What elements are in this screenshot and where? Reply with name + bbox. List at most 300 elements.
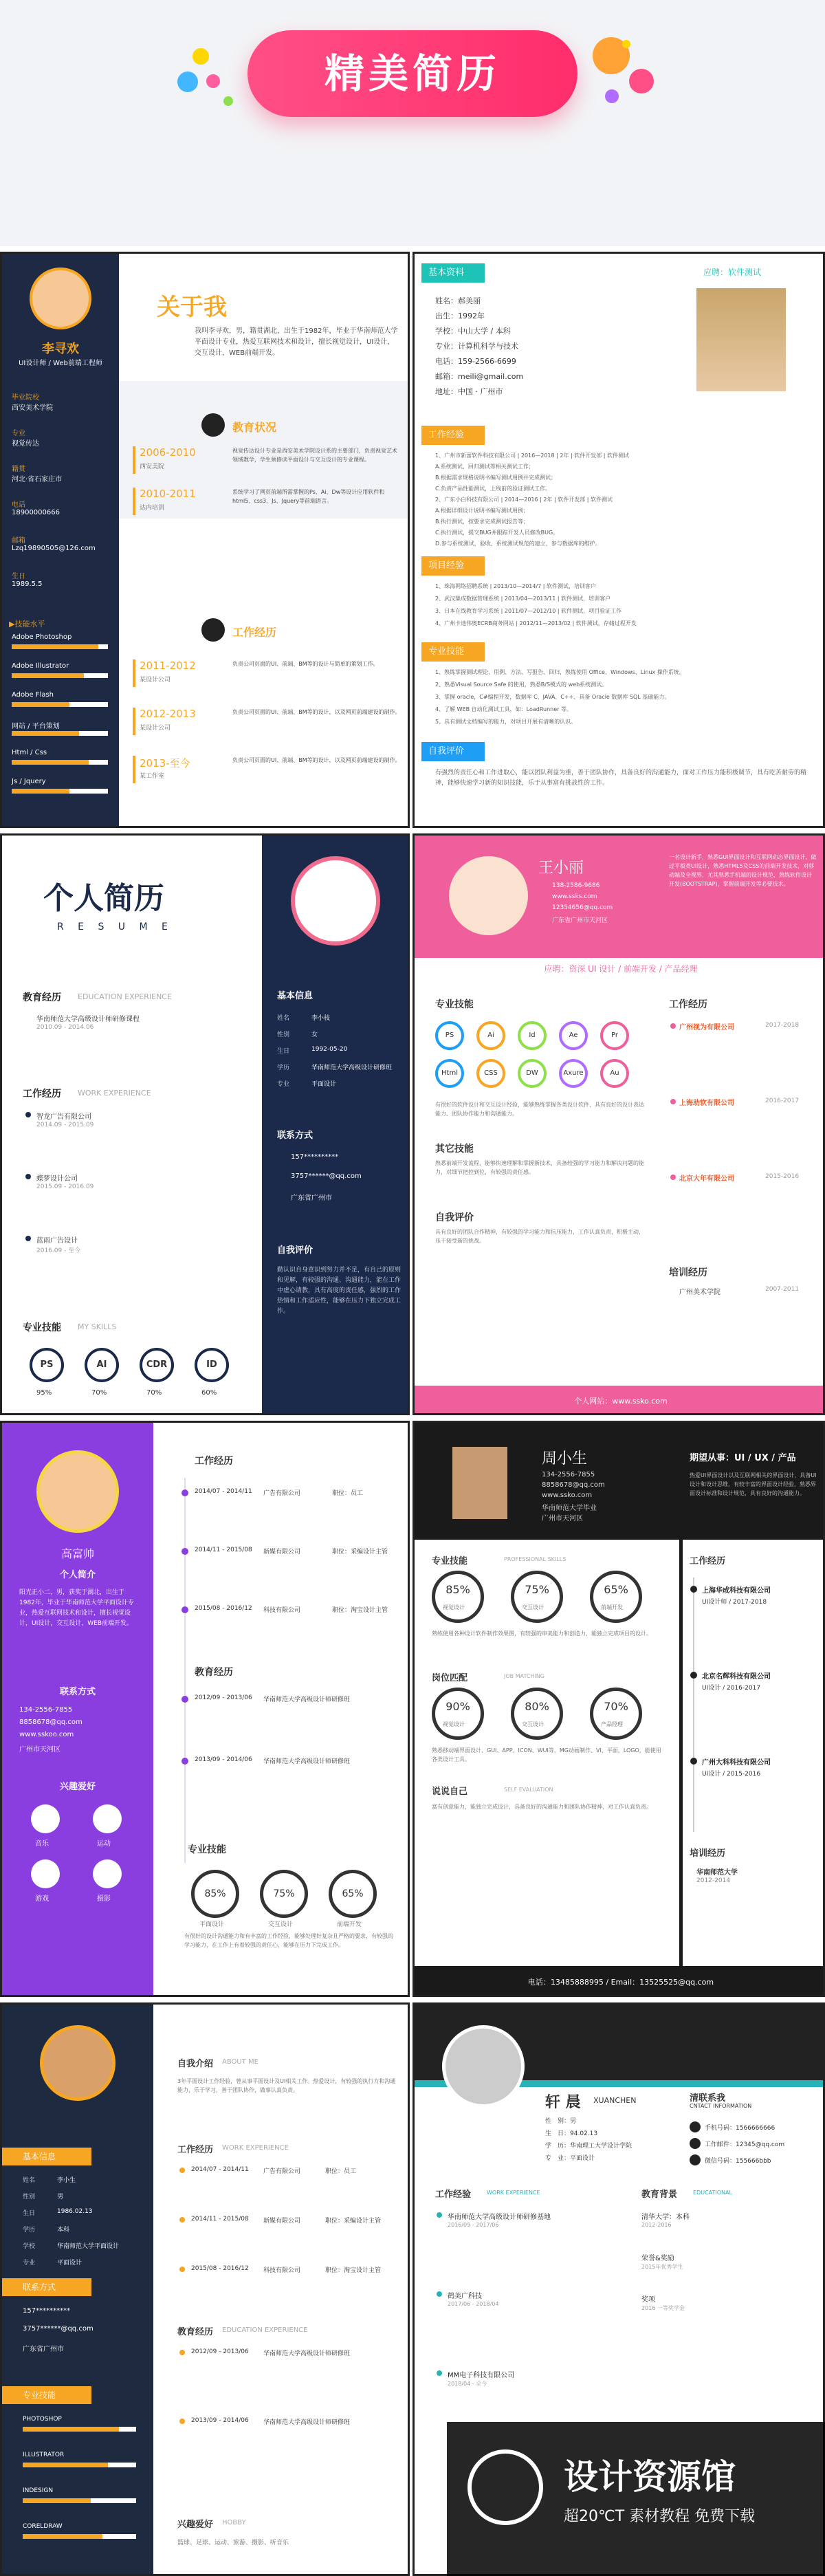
skill-ring: 75% <box>260 1870 308 1918</box>
about-text: 我叫李寻欢，男，籍贯湖北，出生于1982年，毕业于华南师范大学平面设计专业，热爱互联网技术和设计，擅长视觉设计，UI设计，交互设计，WEB前端开发。 <box>195 327 398 357</box>
edu-detail: 2012-2016 <box>641 2222 672 2228</box>
bullet <box>690 1586 697 1593</box>
bullet <box>437 2370 442 2376</box>
name: 王小丽 <box>538 860 584 877</box>
name-en: XUANCHEN <box>593 2096 637 2105</box>
basic-value: 华南师范大学平面设计 <box>57 2243 120 2250</box>
work-date: 2018/04 - 至今 <box>448 2381 487 2387</box>
skill-percent: 95% <box>36 1389 52 1397</box>
intro-title: 个人简介 <box>59 1570 96 1580</box>
bullet <box>182 1606 188 1613</box>
edu-date: 2013/09 - 2014/06 <box>195 1756 252 1763</box>
name: 周小生 <box>542 1450 588 1467</box>
email: 3757******@qq.com <box>23 2325 94 2333</box>
work-line: D.参与系统测试，验收，系统测试规范的建立，参与数据库的维护。 <box>435 541 601 547</box>
edu-school: 华南师范大学高级设计师研修班 <box>263 2419 351 2426</box>
resume-title: 个人简历 <box>43 881 164 916</box>
info-item: 地址：中国 · 广州市 <box>435 387 503 396</box>
phone: 134-2556-7855 <box>19 1706 73 1714</box>
skill-label: 交互设计 <box>268 1921 294 1928</box>
skill-ring: DW <box>518 1059 547 1088</box>
work-line: A.系统测试、回归测试等相关测试工作； <box>435 463 534 470</box>
work-desc: 负责公司页面的UI、前端、BM等的设计与简单的策划工作。 <box>232 661 379 667</box>
hobby-icon <box>93 1859 122 1888</box>
basic-label: 姓名 <box>23 2177 36 2184</box>
edu-title: 教育状况 <box>232 421 277 434</box>
bullet <box>25 1236 31 1241</box>
contact-title: 联系方式 <box>2 2278 91 2296</box>
skill-ring: 65% <box>329 1870 377 1918</box>
train-title: 培训经历 <box>669 1267 707 1278</box>
skill-ring: 90% <box>432 1688 484 1740</box>
edu-title: 教育经历 <box>177 2327 214 2337</box>
skill-label: 交互设计 <box>522 1721 544 1727</box>
info-item: 邮箱：meili@gmail.com <box>435 372 524 381</box>
edu-date: 2013/09 - 2014/06 <box>191 2417 249 2424</box>
work-company: 上海助软有限公司 <box>679 1100 734 1107</box>
bullet <box>179 2168 185 2173</box>
say-text: 富有创意能力，能独立完成设计，具备良好的沟通能力和团队协作精神，对工作认真负责。 <box>432 1804 652 1810</box>
contact-icon <box>690 2121 701 2132</box>
work-line: 2、广东小白科技有限公司 | 2014—2016 | 2年 | 软件开发部 | 软件测试 <box>435 496 613 503</box>
work-role: 职位：淘宝设计主管 <box>332 1607 388 1614</box>
skill-line: 4、了解 WEB 自动化测试工具，如：LoadRunner 等。 <box>435 706 572 712</box>
project-line: 3、日本在线教育学习系统 | 2011/07—2012/10 | 软件测试，项目验证工作 <box>435 608 622 614</box>
skill-label: Html / Css <box>12 749 47 756</box>
basic-label: 姓名 <box>277 1015 290 1022</box>
info-label: 籍贯 <box>12 466 25 473</box>
edu-title: 教育经历 <box>23 992 61 1003</box>
info-value: 西安美术学院 <box>12 404 53 412</box>
intro: 一名设计新手，熟悉GUI界面设计和互联网动态界面设计、做过平板类UI设计，熟悉HTML5及CSS的前端开发技术，对移动端及全视界，尤其熟悉手机端的设计规范，熟练软件设计开发(BOOTSTRAP)，掌握前端开发等必要技术。 <box>669 854 817 887</box>
basic-label: 专业 <box>23 2260 36 2267</box>
edu-date: 2012/09 - 2013/06 <box>195 1694 252 1701</box>
phone: 134-2556-7855 <box>542 1471 595 1478</box>
decor-dot <box>192 48 209 65</box>
work-company: 华南师范大学高级设计师研修基地 <box>448 2214 551 2221</box>
edu-item: 荣誉&奖励 <box>641 2255 674 2262</box>
work-date: 2014/07 - 2014/11 <box>191 2166 249 2173</box>
basic-value: 本科 <box>57 2227 70 2234</box>
work-company: 北京名辉科技有限公司 <box>702 1673 771 1681</box>
address: 广州市天河区 <box>19 1746 60 1754</box>
hobby-en: HOBBY <box>222 2519 246 2526</box>
skill-bar-fill <box>12 731 79 736</box>
resume-card-4 <box>412 833 825 1415</box>
skill-bar-fill <box>12 702 69 707</box>
work-date: 2011-2012 <box>140 659 196 672</box>
basic-label: 生日 <box>23 2210 36 2217</box>
work-date: 2014/07 - 2014/11 <box>195 1488 252 1495</box>
decor-dot <box>629 69 654 94</box>
skill-bar <box>23 2498 136 2503</box>
edu-school: 华南师范大学高级设计师研修班 <box>263 1696 351 1703</box>
work-company: 某设计公司 <box>140 725 171 732</box>
bullet <box>670 1175 676 1180</box>
avatar <box>40 2025 116 2101</box>
info-value: 河北·省石家庄市 <box>12 476 63 483</box>
decor-dot <box>223 96 233 106</box>
skill-bar <box>12 731 108 736</box>
work-date: 2017/06 - 2018/04 <box>448 2301 499 2307</box>
info-item: 专业：计算机科学与技术 <box>435 342 518 351</box>
skill-ring: 70% <box>590 1688 642 1740</box>
skill-en: MY SKILLS <box>78 1322 117 1331</box>
about-title: 自我介绍 <box>177 2059 214 2069</box>
page-header <box>0 0 825 246</box>
work-en: WORK EXPERIENCE <box>487 2190 540 2196</box>
intro: 热爱UI界面设计以及互联网相关的界面设计，具备UI设计和设计思维，有较丰富的界面设计经验，熟悉界面设计标准和设计规范，具有良好的沟通能力。 <box>690 1472 817 1496</box>
work-date: 2012-2013 <box>140 708 196 720</box>
info-item: 性 别：男 <box>545 2118 577 2125</box>
basic-label: 学历 <box>277 1065 290 1071</box>
work-date: 2015/08 - 2016/12 <box>195 1605 252 1612</box>
decor-dot <box>605 89 619 103</box>
skill-text: 有很好的设计沟通能力和有丰富的工作经验，能够处理好复杂且严格的要求，有较强的学习能力，在工作上有着较强的责任心，能够在压力下完成工作。 <box>184 1933 393 1948</box>
work-company: 蝶梦设计公司 <box>36 1175 78 1183</box>
hobby-label: 摄影 <box>97 1895 111 1903</box>
work-role: 职位：员工 <box>325 2168 357 2175</box>
work-title: 工作经验 <box>435 2190 472 2200</box>
contact-item: 工作邮件：12345@qq.com <box>705 2141 785 2148</box>
project-title: 项目经验 <box>421 556 485 576</box>
contact-en: CNTACT INFORMATION <box>690 2103 752 2109</box>
address: 广东省广州市天河区 <box>552 917 608 924</box>
skill-label: Adobe Flash <box>12 691 54 699</box>
avatar <box>291 856 380 946</box>
eval-title: 自我评价 <box>421 742 485 761</box>
contact-title: 联系方式 <box>59 1687 96 1697</box>
work-company: 鹤美广科技 <box>448 2293 482 2300</box>
info-item: 出生：1992年 <box>435 312 485 320</box>
skill-label: ILLUSTRATOR <box>23 2452 65 2458</box>
work-company: MM电子科技有限公司 <box>448 2372 515 2379</box>
skill-title: 专业技能 <box>2 2386 91 2404</box>
hobby-label: 运动 <box>97 1840 111 1848</box>
work-marker <box>133 659 135 687</box>
eval-title: 自我评价 <box>277 1245 314 1256</box>
watermark-sub: 超20℃T 素材教程 免费下载 <box>564 2508 756 2525</box>
avatar <box>30 268 91 329</box>
skill-en: PROFESSIONAL SKILLS <box>504 1556 566 1562</box>
skill-ring: Au <box>600 1059 629 1088</box>
resume-card-3 <box>0 833 410 1415</box>
skill-ring: Ae <box>559 1021 588 1050</box>
bullet <box>437 2212 442 2218</box>
book-icon <box>201 413 225 437</box>
contact-icon <box>690 2138 701 2149</box>
about-text: 3年平面设计工作经验，曾从事平面设计及UI相关工作。热爱设计，有较强的执行力和沟通能力，乐于学习，善于团队协作，做事认真负责。 <box>177 2078 396 2093</box>
hobby-icon <box>93 1804 122 1833</box>
skill-label: 前端开发 <box>601 1604 623 1611</box>
basic-label: 生日 <box>277 1048 290 1055</box>
skill-line: 1、熟练掌握测试理论、用例、方法、写报告、回归，熟练使用 Office、Windows、Linux 操作系统。 <box>435 669 685 675</box>
bullet <box>179 2217 185 2223</box>
work-company: 广告有限公司 <box>263 2168 301 2175</box>
edu-date: 2010.09 - 2014.06 <box>36 1024 94 1031</box>
work-company: 新媒有限公司 <box>263 2218 301 2225</box>
resume-card-5 <box>0 1421 410 1997</box>
email: 3757******@qq.com <box>291 1172 362 1180</box>
skill-bar <box>23 2427 136 2432</box>
basic-value: 李小生 <box>57 2177 76 2184</box>
work-date: 2014/11 - 2015/08 <box>195 1547 252 1553</box>
other-text: 熟悉前端开发流程，能够快速理解和掌握新技术，具备较强的学习能力和解决问题的能力，对细节把控到位，有较强的责任感。 <box>435 1160 644 1175</box>
skill-ring: 65% <box>590 1571 642 1623</box>
bullet <box>25 1174 31 1179</box>
basic-label: 学校 <box>23 2243 36 2250</box>
work-title: 工作经历 <box>177 2145 214 2155</box>
work-company: 某设计公司 <box>140 677 171 684</box>
address: 广东省广州市 <box>23 2346 64 2353</box>
eval-text: 具有良好的团队合作精神，有较强的学习能力和抗压能力，工作认真负责，积极主动，乐于接受新的挑战。 <box>435 1229 644 1244</box>
name: 李寻欢 <box>42 342 79 356</box>
decor-dot <box>206 74 220 88</box>
bullet <box>25 1112 31 1117</box>
skill-bar-fill <box>12 789 69 794</box>
work-company: 新媒有限公司 <box>263 1549 301 1556</box>
skill-label: 视觉设计 <box>443 1721 465 1727</box>
eval-text: 有强烈的责任心和工作进取心，能以团队利益为重，善于团队协作，具备良好的沟通能力，面对工作压力能积极调节，具有吃苦耐劳的精神，能够快速学习新的知识技能，乐于从事富有挑战性的工作。 <box>435 769 807 787</box>
work-en: WORK EXPERIENCE <box>78 1089 151 1098</box>
eval-title: 自我评价 <box>435 1212 474 1223</box>
work-desc: 负责公司页面的UI、前端、BM等的设计，以及网页前端建设的制作。 <box>232 757 401 763</box>
contact-title: 清联系我 <box>690 2093 726 2104</box>
skill-bar-fill <box>23 2498 91 2503</box>
avatar <box>449 856 528 935</box>
work-line: B.执行测试，按要求完成测试报告等； <box>435 519 529 525</box>
skill-ring: Pr <box>600 1021 629 1050</box>
work-company: 上海华成科技有限公司 <box>702 1587 771 1595</box>
skill-bar-fill <box>12 644 98 649</box>
skill-bar <box>12 702 108 707</box>
train-school: 广州美术学院 <box>679 1289 720 1296</box>
work-role: 职位：采编设计主管 <box>325 2218 382 2225</box>
skill-line: 3、掌握 oracle，C#编程开发，数据库 C、JAVA、C++、具备 Oracle 数据库 SQL 基础能力。 <box>435 694 670 700</box>
work-date: 2016-2017 <box>765 1098 800 1104</box>
work-en: WORK EXPERIENCE <box>222 2144 289 2152</box>
resume-card-6 <box>412 1421 825 1997</box>
hobby-text: 篮球、足球、运动、旅游、摄影、听音乐 <box>177 2540 289 2546</box>
skill-ring: Axure <box>559 1059 588 1088</box>
work-company: 智龙广告有限公司 <box>36 1113 91 1121</box>
train-date: 2007-2011 <box>765 1286 800 1293</box>
hobby-title: 兴趣爱好 <box>59 1782 96 1792</box>
skill-ring: PS <box>435 1021 464 1050</box>
photo <box>442 2025 525 2108</box>
skill-line: 2、熟悉Visual Source Safe 的使用，熟悉B/S模式的 web系统测试。 <box>435 681 608 688</box>
basic-label: 学历 <box>23 2227 36 2234</box>
work-company: 某工作室 <box>140 773 165 780</box>
skill-percent: 70% <box>91 1389 107 1397</box>
bullet <box>690 1672 697 1679</box>
info-label: 邮箱 <box>12 537 25 545</box>
skill-bar-fill <box>12 760 89 765</box>
bullet <box>690 1758 697 1765</box>
edu-item: 华南师范大学高级设计师研修课程 <box>36 1016 140 1023</box>
basic-title: 基本信息 <box>2 2148 91 2165</box>
work-company: 北京大年有限公司 <box>679 1175 734 1183</box>
phone: 157********** <box>23 2307 71 2315</box>
work-title: 工作经历 <box>232 626 277 639</box>
skill-ring: 80% <box>511 1688 563 1740</box>
hobby-icon <box>31 1804 60 1833</box>
edu-title: 教育背景 <box>641 2190 678 2200</box>
edu-desc: 系统学习了网页前端所需掌握的Ps、Ai、Dw等设计应用软件和html5、css3、Js、Jquery等前端语言。 <box>232 489 385 504</box>
work-date: 2016.09 - 至今 <box>36 1247 81 1254</box>
skill-label: Adobe Photoshop <box>12 633 72 641</box>
skill-label: PHOTOSHOP <box>23 2416 62 2423</box>
edu-date: 2006-2010 <box>140 446 196 459</box>
info-label: 专业 <box>12 430 25 437</box>
skill-title: 专业技能 <box>432 1556 468 1567</box>
work-company: 科技有限公司 <box>263 2267 301 2274</box>
bullet <box>179 2267 185 2272</box>
contact-item: 微信号码：155666bbb <box>705 2158 771 2165</box>
hobby-label: 游戏 <box>35 1895 49 1903</box>
work-date: 2017-2018 <box>765 1022 800 1029</box>
skill-bar-fill <box>12 673 84 678</box>
edu-marker <box>133 446 135 474</box>
skills-title: ▶技能水平 <box>9 620 45 629</box>
work-title: 工作经验 <box>421 426 485 445</box>
info-value: Lzq19890505@126.com <box>12 545 96 552</box>
info-label: 毕业院校 <box>12 394 39 402</box>
edu-school: 达内培训 <box>140 505 165 512</box>
post-text: 熟悉移动端界面设计、GUI、APP、ICON、WUI等，MG动画制作、VI、平面，LOGO，能使用各类设计工具。 <box>432 1747 661 1762</box>
skill-label: 前端开发 <box>337 1921 362 1928</box>
bullet <box>670 1099 676 1104</box>
hobby-label: 音乐 <box>35 1840 49 1848</box>
resume-card-7 <box>0 2002 410 2576</box>
bullet <box>182 1696 188 1703</box>
skill-ring: Ai <box>476 1021 505 1050</box>
bullet <box>670 1023 676 1029</box>
site: www.ssko.com <box>542 1492 593 1499</box>
bullet <box>437 2291 442 2297</box>
work-marker <box>133 756 135 783</box>
post-en: JOB MATCHING <box>504 1673 545 1679</box>
basic-label: 性别 <box>23 2194 36 2201</box>
work-title: 工作经历 <box>195 1456 233 1467</box>
work-date: 2014.09 - 2015.09 <box>36 1122 94 1128</box>
basic-value: 男 <box>57 2194 64 2201</box>
edu-en: EDUCATION EXPERIENCE <box>78 992 172 1001</box>
skill-title: 专业技能 <box>435 999 474 1010</box>
skill-bar <box>23 2463 136 2467</box>
post-title: 岗位匹配 <box>432 1673 468 1683</box>
email: 8858678@qq.com <box>19 1718 82 1726</box>
skill-label: 网站 / 平台策划 <box>12 723 60 730</box>
decor-dot <box>622 40 630 48</box>
work-line: 1、广州市新蕾软件科技有限公司 | 2016—2018 | 2年 | 软件开发部 | 软件测试 <box>435 452 630 459</box>
apply-tag: 应聘：软件测试 <box>703 268 762 277</box>
info-item: 电话：159-2566-6699 <box>435 357 516 366</box>
skill-percent: 60% <box>201 1389 217 1397</box>
bullet <box>182 1548 188 1555</box>
photo <box>452 1447 507 1519</box>
skill-label: Js / Jquery <box>12 778 46 785</box>
say-title: 说说自己 <box>432 1787 468 1797</box>
skill-bar <box>12 644 108 649</box>
edu-item: 清华大学：本科 <box>641 2214 690 2221</box>
about-title: 关于我 <box>157 294 227 321</box>
skill-label: 平面设计 <box>199 1921 225 1928</box>
skill-label: CORELDRAW <box>23 2523 63 2530</box>
skill-label: 视觉设计 <box>443 1604 465 1611</box>
edu-date: 2012/09 - 2013/06 <box>191 2348 249 2355</box>
apply-title: 期望从事：UI / UX / 产品 <box>690 1453 796 1463</box>
edu-date: 2010-2011 <box>140 488 196 500</box>
work-company: 广告有限公司 <box>263 1490 301 1497</box>
phone: 157********** <box>291 1153 339 1161</box>
skill-title: 专业技能 <box>23 1322 61 1333</box>
skill-percent: 70% <box>146 1389 162 1397</box>
site: www.sskoo.com <box>19 1731 74 1738</box>
info-value: 视觉传达 <box>12 440 39 448</box>
name: 轩 晨 <box>545 2094 581 2111</box>
info-item: 学 历：华南理工大学设计学院 <box>545 2143 632 2150</box>
page-title: 精美简历 <box>248 30 578 117</box>
edu-en: EDUCATION EXPERIENCE <box>222 2326 308 2334</box>
skill-ring: 85% <box>191 1870 239 1918</box>
basic-value: 女 <box>311 1032 318 1038</box>
info-label: 生日 <box>12 573 25 580</box>
work-title: 工作经历 <box>690 1556 726 1567</box>
contact-item: 手机号码：1566666666 <box>705 2125 776 2132</box>
work-title: 工作经历 <box>23 1089 61 1100</box>
basic-value: 1986.02.13 <box>57 2208 93 2215</box>
basic-value: 1992-05-20 <box>311 1046 348 1053</box>
basic-value: 李小枝 <box>311 1015 331 1022</box>
work-date: 2016/09 - 2017/06 <box>448 2222 499 2228</box>
info-item: 姓名：郝美丽 <box>435 296 481 305</box>
work-role: UI设计 / 2015-2016 <box>702 1771 761 1778</box>
phone: 138-2586-9686 <box>552 882 600 889</box>
skill-bar <box>23 2534 136 2539</box>
intro: 阳光正小二，男，获奖于湖北，出生于1982年，毕业于华南师范大学平面设计专业，热爱互联网技术和设计，擅长视觉设计，UI设计，交互设计，WEB前端开发。 <box>19 1589 134 1627</box>
project-line: 1、珠海网络招聘系统 | 2013/10—2014/7 | 软件测试，培训客户 <box>435 583 597 589</box>
basic-label: 性别 <box>277 1032 290 1038</box>
work-line: C.负责产品性能测试，上线前的验证测试工作。 <box>435 485 551 492</box>
bullet <box>179 2419 185 2424</box>
resume-card-2 <box>412 252 825 828</box>
basic-value: 平面设计 <box>311 1081 337 1088</box>
work-line: A.根据详细设计说明书编写测试用例； <box>435 507 529 514</box>
info-value: 1989.5.5 <box>12 580 43 588</box>
train-date: 2012-2014 <box>696 1877 731 1884</box>
school: 华南师范大学毕业 <box>542 1505 597 1512</box>
edu-detail: 2016 一等奖学金 <box>641 2305 685 2311</box>
work-company: 广州视为有限公司 <box>679 1024 734 1032</box>
work-role: 职位：淘宝设计主管 <box>325 2267 382 2274</box>
work-company: 广州大科科技有限公司 <box>702 1759 771 1767</box>
basic-value: 华南师范大学高级设计研修班 <box>311 1065 393 1071</box>
project-line: 4、广州卡迪伟奥ECRB商务网站 | 2012/11—2013/02 | 软件测试，存储过程开发 <box>435 620 637 626</box>
edu-marker <box>133 488 135 515</box>
site: www.ssks.com <box>552 893 597 900</box>
skill-ring: 75% <box>511 1571 563 1623</box>
info-label: 电话 <box>12 501 25 509</box>
info-item: 学校：中山大学 / 本科 <box>435 327 511 336</box>
edu-title: 教育经历 <box>195 1667 233 1678</box>
about-en: ABOUT ME <box>222 2058 258 2066</box>
skill-label: Adobe Illustrator <box>12 662 69 670</box>
edu-school: 华南师范大学高级设计师研修班 <box>263 1758 351 1765</box>
work-line: C.执行测试，提交BUG并跟踪开发人员修改BUG。 <box>435 530 559 536</box>
basic-label: 专业 <box>277 1081 290 1088</box>
timeline <box>693 1578 694 1832</box>
